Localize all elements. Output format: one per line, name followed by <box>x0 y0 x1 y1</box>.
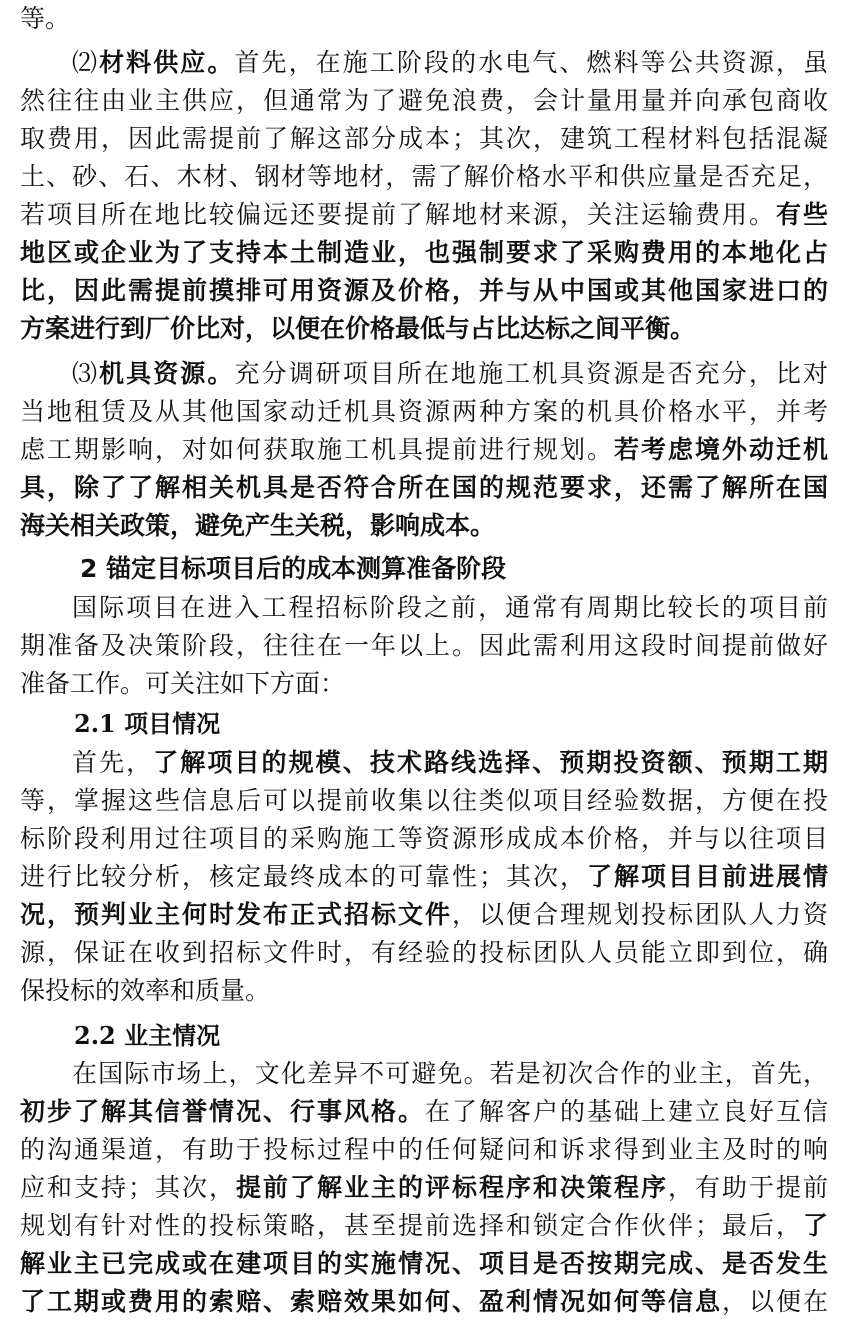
paragraph-equipment-resources <box>72 355 828 393</box>
text-run: 进行比较分析，核定最终成本的可靠性；其次， <box>20 862 587 891</box>
text-line <box>20 1093 828 1131</box>
text-line <box>20 431 828 469</box>
bold-run: 了 <box>802 1211 828 1240</box>
text-line <box>20 120 828 158</box>
text-line <box>20 896 828 934</box>
text-line <box>20 627 828 665</box>
text-line <box>20 82 828 120</box>
text-run: 取费用，因此需提前了解这部分成本；其次，建筑工程材料包括混凝 <box>20 124 828 153</box>
text-run: 土、砂、石、木材、钢材等地材，需了解价格水平和供应量是否充足， <box>20 162 828 191</box>
text-run: ，以便在 <box>721 1287 828 1316</box>
bold-run: 具，除了了解相关机具是否符合所在国的规范要求，还需了解所在国 <box>20 473 828 502</box>
text-run: 充分调研项目所在地施工机具资源是否充分，比对 <box>234 359 828 388</box>
text-line <box>72 1055 828 1093</box>
heading-text: 2 锚定目标项目后的成本测算准备阶段 <box>80 554 507 583</box>
bold-run: 提前了解业主的评标程序和决策程序 <box>236 1173 668 1202</box>
text-run: ，以便合理规划投标团队人力资 <box>451 900 828 929</box>
text-run: 标阶段利用过往项目的采购施工等资源形成成本价格，并与以往项目 <box>20 824 828 853</box>
subsection-heading <box>74 1017 844 1055</box>
text-run: 虑工期影响，对如何获取施工机具提前进行规划。 <box>20 435 614 464</box>
text-run: 若项目所在地比较偏远还要提前了解地材来源，关注运输费用。 <box>20 200 776 229</box>
bold-run: 解业主已完成或在建项目的实施情况、项目是否按期完成、是否发生 <box>20 1249 828 1278</box>
text-run: 国际项目在进入工程招标阶段之前，通常有周期比较长的项目前 <box>72 593 828 622</box>
bold-run: 地区或企业为了支持本土制造业，也强制要求了采购费用的本地化占 <box>20 238 828 267</box>
item-title: 机具资源。 <box>99 359 235 388</box>
text-line <box>20 234 828 272</box>
text-run: 的沟通渠道，有助于投标过程中的任何疑问和诉求得到业主及时的响 <box>20 1135 828 1164</box>
subsection-heading <box>74 705 844 743</box>
subsection-number: 2.1 <box>74 709 116 738</box>
text-line <box>20 1131 828 1169</box>
text-line <box>72 744 828 782</box>
text-line <box>20 393 828 431</box>
text-run: 首先，在施工阶段的水电气、燃料等公共资源，虽 <box>234 48 828 77</box>
text-run: 应和支持；其次， <box>20 1173 236 1202</box>
text-line <box>20 972 828 1010</box>
item-title: 材料供应。 <box>99 48 235 77</box>
bold-run: 比，因此需提前摸排可用资源及价格，并与从中国或其他国家进口的 <box>20 276 828 305</box>
text-run: 源，保证在收到招标文件时，有经验的投标团队人员能立即到位，确 <box>20 938 828 967</box>
bold-run: 了解项目目前进展情 <box>586 862 828 891</box>
text-run: 在国际市场上，文化差异不可避免。若是初次合作的业主，首先， <box>72 1059 828 1088</box>
text-run: 保投标的效率和质量。 <box>20 976 271 1005</box>
bold-run: 海关相关政策，避免产生关税，影响成本。 <box>20 511 496 540</box>
bold-run: 初步了解其信誉情况、行事风格。 <box>20 1097 425 1126</box>
text-line <box>72 589 828 627</box>
item-marker: ⑵ <box>72 48 100 77</box>
text-line <box>20 665 828 703</box>
text-line <box>20 1283 828 1321</box>
text-run: 规划有针对性的投标策略，甚至提前选择和锁定合作伙伴；最后， <box>20 1211 803 1240</box>
subsection-title: 项目情况 <box>124 710 221 738</box>
bold-run: 了解项目的规模、技术路线选择、预期投资额、预期工期 <box>153 748 828 777</box>
text-run: 首先， <box>72 748 154 777</box>
text-line <box>20 507 828 545</box>
text-line <box>20 310 828 348</box>
bold-run: 方案进行到厂价比对，以便在价格最低与占比达标之间平衡。 <box>20 314 696 343</box>
bold-run: 若考虑境外动迁机 <box>613 435 828 464</box>
text-line <box>20 196 828 234</box>
text-line <box>20 934 828 972</box>
subsection-number: 2.2 <box>74 1021 116 1050</box>
bold-run: 了工期或费用的索赔、索赔效果如何、盈利情况如何等信息 <box>20 1287 722 1316</box>
text-line <box>20 782 828 820</box>
bold-run: 有些 <box>775 200 828 229</box>
text-run: ，有助于提前 <box>667 1173 828 1202</box>
text-run: 期准备及决策阶段，往往在一年以上。因此需利用这段时间提前做好 <box>20 631 828 660</box>
text-run: 当地租赁及从其他国家动迁机具资源两种方案的机具价格水平，并考 <box>20 397 828 426</box>
text-line <box>20 1169 828 1207</box>
text-line <box>20 469 828 507</box>
text-line <box>20 1245 828 1283</box>
text-run: 等。 <box>20 4 71 33</box>
item-marker: ⑶ <box>72 359 100 388</box>
text-line <box>20 272 828 310</box>
text-run: 在了解客户的基础上建立良好互信 <box>425 1097 828 1126</box>
text-line <box>20 1207 828 1245</box>
text-run: 然往往由业主供应，但通常为了避免浪费，会计量用量并向承包商收 <box>20 86 828 115</box>
subsection-title: 业主情况 <box>124 1022 221 1050</box>
text-run: 等，掌握这些信息后可以提前收集以往类似项目经验数据，方便在投 <box>20 786 828 815</box>
paragraph-material-supply <box>72 44 828 82</box>
text-run: 准备工作。可关注如下方面： <box>20 669 346 698</box>
section-heading <box>80 550 844 588</box>
text-line <box>20 858 828 896</box>
bold-run: 况，预判业主何时发布正式招标文件 <box>20 900 452 929</box>
text-line <box>20 0 828 38</box>
text-line <box>20 158 828 196</box>
text-line <box>20 820 828 858</box>
